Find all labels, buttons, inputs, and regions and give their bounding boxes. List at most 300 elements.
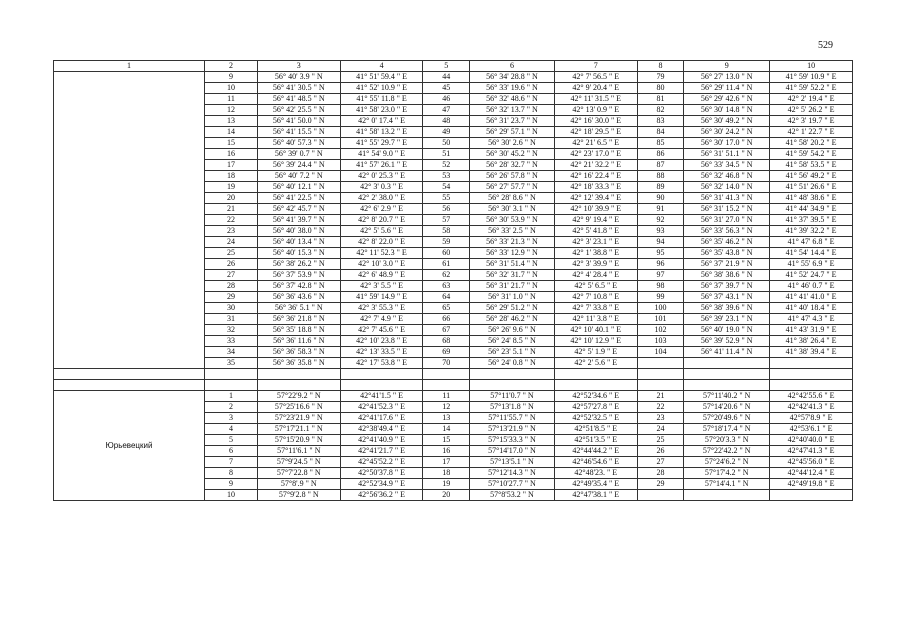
table-cell: 42° 16' 30.0 " E [554,116,637,127]
table-cell: 12 [205,105,258,116]
table-cell: 41° 58' 13.2 " E [340,127,423,138]
table-cell: 41° 37' 39.5 " E [770,215,853,226]
table-cell: 56° 32' 31.7 " N [470,270,555,281]
table-cell: 49 [423,127,470,138]
table-cell: 29 [205,292,258,303]
table-cell: 41° 55' 6.9 " E [770,259,853,270]
empty-cell [770,369,853,380]
header-cell: 9 [684,61,770,72]
table-cell: 56° 40' 15.3 " N [257,248,340,259]
table-cell: 57°20'3.3 " N [684,435,770,446]
table-cell: 42° 7' 4.9 " E [340,314,423,325]
table-cell: 42° 13' 0.9 " E [554,105,637,116]
table-row [54,72,853,83]
table-cell: 17 [205,160,258,171]
table-cell: 56° 41' 11.4 " N [684,347,770,358]
table-cell: 9 [205,72,258,83]
table-cell: 93 [637,226,684,237]
separator-row [54,380,853,391]
table-cell: 57°14'20.6 " N [684,402,770,413]
table-cell: 42° 2' 19.4 " E [770,94,853,105]
table-cell: 56° 28' 32.7 " N [470,160,555,171]
table-cell: 10 [205,490,258,501]
table-cell: 56° 34' 28.8 " N [470,72,555,83]
table-cell: 41° 38' 39.4 " E [770,347,853,358]
table-cell: 2 [205,402,258,413]
table-cell: 42° 17' 53.8 " E [340,358,423,369]
table-cell [637,490,684,501]
table-cell: 56° 37' 21.9 " N [684,259,770,270]
header-row [54,61,853,72]
table-cell: 56° 26' 9.6 " N [470,325,555,336]
table-cell: 56° 42' 45.7 " N [257,204,340,215]
table-cell: 42° 9' 20.4 " E [554,83,637,94]
empty-cell [470,380,555,391]
table-cell: 42°57'8.9 " E [770,413,853,424]
table-cell: 42°41'17.6 " E [340,413,423,424]
table-cell: 25 [637,435,684,446]
empty-cell [684,380,770,391]
header-cell: 5 [423,61,470,72]
table-cell: 57°11'55.7 " N [470,413,555,424]
table-cell: 56° 40' 38.0 " N [257,226,340,237]
header-cell: 4 [340,61,423,72]
table-cell: 21 [637,391,684,402]
table-cell: 41° 59' 10.9 " E [770,72,853,83]
table-cell: 34 [205,347,258,358]
district-cell: Юрьевецкий [54,391,205,501]
table-cell: 41° 51' 26.6 " E [770,182,853,193]
table-cell: 56° 30' 17.0 " N [684,138,770,149]
table-cell: 26 [637,446,684,457]
table-cell: 42° 0' 25.3 " E [340,171,423,182]
table-cell: 70 [423,358,470,369]
table-cell: 56° 29' 11.4 " N [684,83,770,94]
table-cell: 57°14'17.0 " N [470,446,555,457]
table-cell [770,490,853,501]
table-cell: 33 [205,336,258,347]
table-cell: 57°13'1.8 " N [470,402,555,413]
table-cell: 56° 31' 41.3 " N [684,193,770,204]
table-cell: 42° 8' 20.7 " E [340,215,423,226]
table-cell: 46 [423,94,470,105]
table-cell: 100 [637,303,684,314]
table-cell: 23 [637,413,684,424]
table-cell: 22 [205,215,258,226]
district-cell [54,72,205,369]
table-cell: 41° 40' 18.4 " E [770,303,853,314]
table-cell: 24 [205,237,258,248]
table-cell: 56° 32' 14.0 " N [684,182,770,193]
table-cell: 41° 51' 59.4 " E [340,72,423,83]
empty-cell [340,380,423,391]
table-cell: 32 [205,325,258,336]
table-cell: 42° 3' 0.3 " E [340,182,423,193]
table-cell: 41° 47' 4.3 " E [770,314,853,325]
table-cell: 53 [423,171,470,182]
table-cell: 57°9'24.5 " N [257,457,340,468]
table-cell: 12 [423,402,470,413]
table-cell: 56° 33' 2.5 " N [470,226,555,237]
table-cell: 54 [423,182,470,193]
table-cell: 56° 31' 51.1 " N [684,149,770,160]
table-cell: 56° 33' 12.9 " N [470,248,555,259]
table-cell: 42° 18' 29.5 " E [554,127,637,138]
table-cell: 41° 59' 14.9 " E [340,292,423,303]
table-cell: 57°15'20.9 " N [257,435,340,446]
table-cell: 42°41'1.5 " E [340,391,423,402]
table-cell: 57°24'6.2 " N [684,457,770,468]
table-cell: 18 [423,468,470,479]
table-cell: 56° 27' 57.7 " N [470,182,555,193]
table-cell: 41° 52' 24.7 " E [770,270,853,281]
table-cell: 42°51'8.5 " E [554,424,637,435]
table-cell: 56° 42' 25.5 " N [257,105,340,116]
table-cell: 63 [423,281,470,292]
table-cell: 57°10'27.7 " N [470,479,555,490]
table-cell: 42° 7' 33.8 " E [554,303,637,314]
table-cell: 62 [423,270,470,281]
table-cell: 56° 31' 27.0 " N [684,215,770,226]
table-cell: 42° 3' 55.3 " E [340,303,423,314]
table-cell: 42°49'35.4 " E [554,479,637,490]
table-cell: 102 [637,325,684,336]
table-cell: 57°12'14.3 " N [470,468,555,479]
empty-cell [423,380,470,391]
table-cell: 56° 36' 21.8 " N [257,314,340,325]
table-cell: 57°8'.9 " N [257,479,340,490]
table-cell: 56° 24' 8.5 " N [470,336,555,347]
table-cell: 94 [637,237,684,248]
table-cell: 56° 31' 1.0 " N [470,292,555,303]
table-cell: 57°7'22.8 " N [257,468,340,479]
table-cell: 66 [423,314,470,325]
table-cell: 19 [205,182,258,193]
empty-cell [340,369,423,380]
table-cell: 42°49'19.8 " E [770,479,853,490]
table-cell: 57°20'49.6 " N [684,413,770,424]
empty-cell [54,380,205,391]
table-cell: 47 [423,105,470,116]
empty-cell [684,369,770,380]
header-cell: 2 [205,61,258,72]
table-cell: 56° 38' 26.2 " N [257,259,340,270]
empty-cell [257,369,340,380]
table-cell: 56° 30' 3.1 " N [470,204,555,215]
empty-cell [257,380,340,391]
table-cell: 28 [205,281,258,292]
table-cell: 41° 54' 14.4 " E [770,248,853,259]
table-cell: 16 [423,446,470,457]
table-cell: 42° 5' 5.6 " E [340,226,423,237]
table-cell: 30 [205,303,258,314]
table-cell: 56° 30' 49.2 " N [684,116,770,127]
table-cell: 42°46'54.6 " E [554,457,637,468]
coordinates-table [53,60,853,501]
header-cell: 6 [470,61,555,72]
table-cell: 56° 40' 57.3 " N [257,138,340,149]
table-cell: 57°18'17.4 " N [684,424,770,435]
table-cell: 56° 37' 39.7 " N [684,281,770,292]
table-cell: 56° 40' 12.1 " N [257,182,340,193]
table-cell: 85 [637,138,684,149]
table-cell: 42°44'44.2 " E [554,446,637,457]
table-cell: 57°25'16.6 " N [257,402,340,413]
table-cell: 90 [637,193,684,204]
table-cell: 11 [205,94,258,105]
table-cell: 16 [205,149,258,160]
table-cell: 11 [423,391,470,402]
table-cell: 21 [205,204,258,215]
table-cell: 56° 36' 11.6 " N [257,336,340,347]
table-cell: 42° 9' 19.4 " E [554,215,637,226]
empty-cell [554,380,637,391]
table-cell: 42°42'55.6 " E [770,391,853,402]
table-cell: 57°11'6.1 " N [257,446,340,457]
table-cell: 56° 41' 22.5 " N [257,193,340,204]
table-cell: 82 [637,105,684,116]
table-cell: 42° 3' 39.9 " E [554,259,637,270]
table-cell: 41° 58' 20.2 " E [770,138,853,149]
table-cell: 42°53'6.1 " E [770,424,853,435]
table-cell: 56° 38' 39.6 " N [684,303,770,314]
header-cell: 10 [770,61,853,72]
table-cell: 56° 31' 21.7 " N [470,281,555,292]
empty-cell [423,369,470,380]
table-cell: 57°23'21.9 " N [257,413,340,424]
table-cell: 56° 33' 34.5 " N [684,160,770,171]
table-cell: 58 [423,226,470,237]
table-cell: 3 [205,413,258,424]
table-cell: 41° 43' 31.9 " E [770,325,853,336]
table-cell: 41° 48' 38.6 " E [770,193,853,204]
table-cell: 15 [423,435,470,446]
table-cell: 15 [205,138,258,149]
table-cell: 23 [205,226,258,237]
table-cell: 42°42'41.3 " E [770,402,853,413]
table-cell: 42°41'40.9 " E [340,435,423,446]
table-cell: 42° 11' 3.8 " E [554,314,637,325]
table-cell: 56° 33' 21.3 " N [470,237,555,248]
table-cell: 52 [423,160,470,171]
table-cell: 42° 7' 56.5 " E [554,72,637,83]
table-cell: 56° 35' 18.8 " N [257,325,340,336]
table-cell: 56° 36' 35.8 " N [257,358,340,369]
table-cell: 42° 6' 2.9 " E [340,204,423,215]
table-cell: 56° 33' 56.3 " N [684,226,770,237]
table-cell: 56° 23' 5.1 " N [470,347,555,358]
table-cell: 19 [423,479,470,490]
table-cell: 56° 28' 46.2 " N [470,314,555,325]
table-cell: 35 [205,358,258,369]
table-cell: 98 [637,281,684,292]
table-cell: 10 [205,83,258,94]
table-cell: 88 [637,171,684,182]
table-cell: 64 [423,292,470,303]
table-cell: 60 [423,248,470,259]
table-cell: 42° 2' 5.6 " E [554,358,637,369]
table-cell: 80 [637,83,684,94]
table-cell: 42° 6' 48.9 " E [340,270,423,281]
table-cell: 41° 55' 11.8 " E [340,94,423,105]
table-cell: 86 [637,149,684,160]
table-cell: 18 [205,171,258,182]
table-cell: 41° 58' 23.0 " E [340,105,423,116]
table-cell: 56° 39' 52.9 " N [684,336,770,347]
table-cell: 101 [637,314,684,325]
table-cell: 56° 31' 51.4 " N [470,259,555,270]
table-cell: 41° 54' 9.0 " E [340,149,423,160]
empty-cell [470,369,555,380]
table-cell: 42° 3' 19.7 " E [770,116,853,127]
header-cell: 1 [54,61,205,72]
separator-row [54,369,853,380]
table-cell: 42°48'23. " E [554,468,637,479]
table-cell: 28 [637,468,684,479]
table-cell: 41° 58' 53.5 " E [770,160,853,171]
table-cell: 56° 41' 50.0 " N [257,116,340,127]
table-cell: 56° 32' 13.7 " N [470,105,555,116]
table-cell: 42° 5' 26.2 " E [770,105,853,116]
table-cell: 42°44'12.4 " E [770,468,853,479]
table-cell: 57 [423,215,470,226]
table-cell: 42° 1' 38.8 " E [554,248,637,259]
table-cell: 56° 40' 3.9 " N [257,72,340,83]
table-cell: 41° 44' 34.9 " E [770,204,853,215]
table-cell: 42°40'40.0 " E [770,435,853,446]
table-cell: 42° 1' 22.7 " E [770,127,853,138]
table-cell: 56° 37' 43.1 " N [684,292,770,303]
table-cell: 42°50'37.8 " E [340,468,423,479]
table-cell: 56° 26' 57.8 " N [470,171,555,182]
table-cell: 42° 2' 38.0 " E [340,193,423,204]
table-cell: 7 [205,457,258,468]
header-cell: 3 [257,61,340,72]
table-cell: 42° 8' 22.0 " E [340,237,423,248]
table-cell: 41° 57' 26.1 " E [340,160,423,171]
page-number: 529 [818,40,833,51]
table-cell: 42° 10' 23.8 " E [340,336,423,347]
table-cell: 42° 3' 23.1 " E [554,237,637,248]
table-cell: 61 [423,259,470,270]
table-cell: 81 [637,94,684,105]
table-cell: 56° 40' 19.0 " N [684,325,770,336]
table-cell: 31 [205,314,258,325]
table-cell: 42° 10' 40.1 " E [554,325,637,336]
table-cell: 13 [205,116,258,127]
empty-cell [205,380,258,391]
table-cell: 57°11'0.7 " N [470,391,555,402]
table-cell: 41° 59' 52.2 " E [770,83,853,94]
table-cell: 56° 32' 48.6 " N [470,94,555,105]
table-cell: 42° 16' 22.4 " E [554,171,637,182]
table-row [54,391,853,402]
table-cell: 96 [637,259,684,270]
table-cell: 42° 13' 33.5 " E [340,347,423,358]
table-cell: 56° 36' 43.6 " N [257,292,340,303]
table-cell: 56° 29' 57.1 " N [470,127,555,138]
table-cell: 25 [205,248,258,259]
table-cell: 20 [423,490,470,501]
table-cell: 56° 31' 15.2 " N [684,204,770,215]
table-cell: 56° 41' 30.5 " N [257,83,340,94]
header-cell: 7 [554,61,637,72]
table-cell: 42°41'52.3 " E [340,402,423,413]
table-cell: 42°52'32.5 " E [554,413,637,424]
table-cell: 42° 11' 52.3 " E [340,248,423,259]
table-cell: 56° 39' 0.7 " N [257,149,340,160]
table-cell: 6 [205,446,258,457]
table-cell: 42° 10' 12.9 " E [554,336,637,347]
table-cell: 14 [205,127,258,138]
table-cell: 83 [637,116,684,127]
table-cell: 41° 46' 0.7 " E [770,281,853,292]
table-cell: 89 [637,182,684,193]
table-cell: 42°45'56.0 " E [770,457,853,468]
table-cell: 56° 30' 2.6 " N [470,138,555,149]
table-cell: 41° 56' 49.2 " E [770,171,853,182]
table-cell: 42°56'36.2 " E [340,490,423,501]
table-cell: 57°8'53.2 " N [470,490,555,501]
table-cell: 27 [205,270,258,281]
header-cell: 8 [637,61,684,72]
table-cell: 56° 30' 45.2 " N [470,149,555,160]
table-cell: 42° 12' 39.4 " E [554,193,637,204]
table-cell: 103 [637,336,684,347]
table-cell: 42° 7' 45.6 " E [340,325,423,336]
table-cell: 56° 33' 19.6 " N [470,83,555,94]
table-cell: 29 [637,479,684,490]
table-cell: 42°45'52.2 " E [340,457,423,468]
table-cell: 56° 27' 13.0 " N [684,72,770,83]
table-cell: 42° 21' 32.2 " E [554,160,637,171]
table-cell: 57°13'5.1 " N [470,457,555,468]
table-cell: 56° 30' 24.2 " N [684,127,770,138]
table-cell: 42° 10' 3.0 " E [340,259,423,270]
table-cell: 14 [423,424,470,435]
table-cell: 91 [637,204,684,215]
table-cell: 56° 40' 7.2 " N [257,171,340,182]
table-cell: 56° 39' 23.1 " N [684,314,770,325]
table-cell: 67 [423,325,470,336]
table-cell: 56° 41' 48.5 " N [257,94,340,105]
table-cell: 41° 59' 54.2 " E [770,149,853,160]
table-cell: 42° 5' 41.8 " E [554,226,637,237]
table-cell: 22 [637,402,684,413]
empty-cell [637,380,684,391]
table-cell: 42°57'27.8 " E [554,402,637,413]
table-cell: 41° 55' 29.7 " E [340,138,423,149]
table-cell: 41° 39' 32.2 " E [770,226,853,237]
table-cell: 42° 3' 5.5 " E [340,281,423,292]
table-cell: 41° 38' 26.4 " E [770,336,853,347]
table-cell: 57°9'2.8 " N [257,490,340,501]
table-cell: 55 [423,193,470,204]
table-cell: 42° 5' 6.5 " E [554,281,637,292]
empty-cell [554,369,637,380]
table-cell: 57°17'21.1 " N [257,424,340,435]
table-cell: 56° 39' 24.4 " N [257,160,340,171]
table-cell: 56° 37' 53.9 " N [257,270,340,281]
table-cell: 42°41'21.7 " E [340,446,423,457]
table-cell: 56° 30' 53.9 " N [470,215,555,226]
table-cell: 56° 37' 42.8 " N [257,281,340,292]
table-cell: 42°52'34.6 " E [554,391,637,402]
table-cell [684,490,770,501]
table-cell: 65 [423,303,470,314]
table-cell: 17 [423,457,470,468]
table-cell: 99 [637,292,684,303]
